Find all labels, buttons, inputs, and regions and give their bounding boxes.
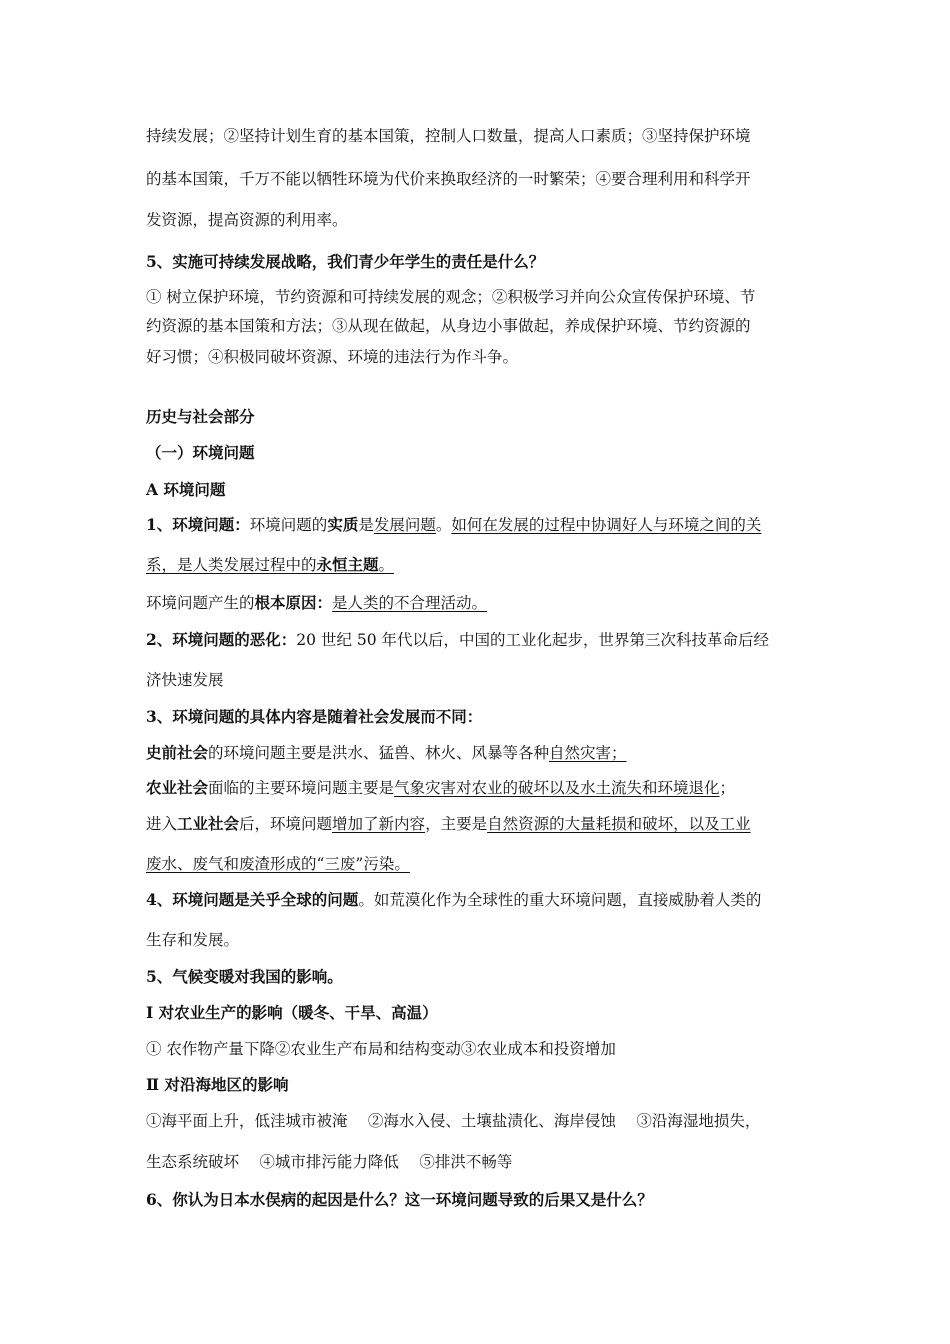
sub-heading-coastal: Ⅱ 对沿海地区的影响	[146, 1075, 289, 1094]
sub-heading-agriculture: Ⅰ 对农业生产的影响（暖冬、干旱、高温）	[146, 1003, 438, 1022]
item-4-line-1: 4、环境问题是关乎全球的问题。如荒漠化作为全球性的重大环境问题，直接威胁着人类的	[146, 890, 762, 909]
answer-line: ① 树立保护环境，节约资源和可持续发展的观念；②积极学习并向公众宣传保护环境、节	[146, 288, 756, 306]
answer-line: 好习惯；④积极同破坏资源、环境的违法行为作斗争。	[146, 348, 519, 366]
item-2-line-1: 2、环境问题的恶化：20 世纪 50 年代以后，中国的工业化起步，世界第三次科技革命后经	[146, 630, 770, 649]
answer-line: 约资源的基本国策和方法；③从现在做起，从身边小事做起，养成保护环境、节约资源的	[146, 317, 751, 335]
item-4-line-2: 生存和发展。	[146, 931, 240, 949]
agriculture-effects: ① 农作物产量下降②农业生产布局和结构变动③农业成本和投资增加	[146, 1040, 616, 1058]
coastal-effects-line-1: ①海平面上升，低洼城市被淹 ②海水入侵、土壤盐渍化、海岸侵蚀 ③沿海湿地损失，	[146, 1112, 761, 1130]
item-2-line-2: 济快速发展	[146, 671, 224, 689]
item-5-heading: 5、气候变暖对我国的影响。	[146, 967, 343, 986]
prehistoric-line: 史前社会的环境问题主要是洪水、猛兽、林火、风暴等各种自然灾害；	[146, 743, 627, 762]
paragraph-line: 的基本国策，千万不能以牺牲环境为代价来换取经济的一时繁荣；④要合理利用和科学开	[146, 170, 751, 188]
paragraph-line: 持续发展；②坚持计划生育的基本国策，控制人口数量，提高人口素质；③坚持保护环境	[146, 127, 751, 145]
item-1-line-2: 系，是人类发展过程中的永恒主题。	[146, 555, 395, 574]
industrial-line-2: 废水、废气和废渣形成的“三废”污染。	[146, 855, 410, 873]
item-3-heading: 3、环境问题的具体内容是随着社会发展而不同：	[146, 707, 483, 726]
section-subtitle: （一）环境问题	[146, 443, 255, 462]
item-6-heading: 6、你认为日本水俣病的起因是什么？这一环境问题导致的后果又是什么？	[146, 1190, 653, 1209]
part-heading: A 环境问题	[146, 480, 226, 499]
agricultural-line: 农业社会面临的主要环境问题主要是气象灾害对农业的破坏以及水土流失和环境退化；	[146, 778, 736, 797]
coastal-effects-line-2: 生态系统破坏 ④城市排污能力降低 ⑤排洪不畅等	[146, 1153, 513, 1171]
section-title: 历史与社会部分	[146, 407, 255, 426]
paragraph-line: 发资源，提高资源的利用率。	[146, 211, 348, 229]
root-cause-line: 环境问题产生的根本原因：是人类的不合理活动。	[146, 593, 488, 612]
industrial-line-1: 进入工业社会后，环境问题增加了新内容，主要是自然资源的大量耗损和破坏，以及工业	[146, 814, 751, 833]
question-heading: 5、实施可持续发展战略，我们青少年学生的责任是什么？	[146, 252, 545, 271]
item-1-line-1: 1、环境问题：环境问题的实质是发展问题。如何在发展的过程中协调好人与环境之间的关	[146, 515, 762, 534]
